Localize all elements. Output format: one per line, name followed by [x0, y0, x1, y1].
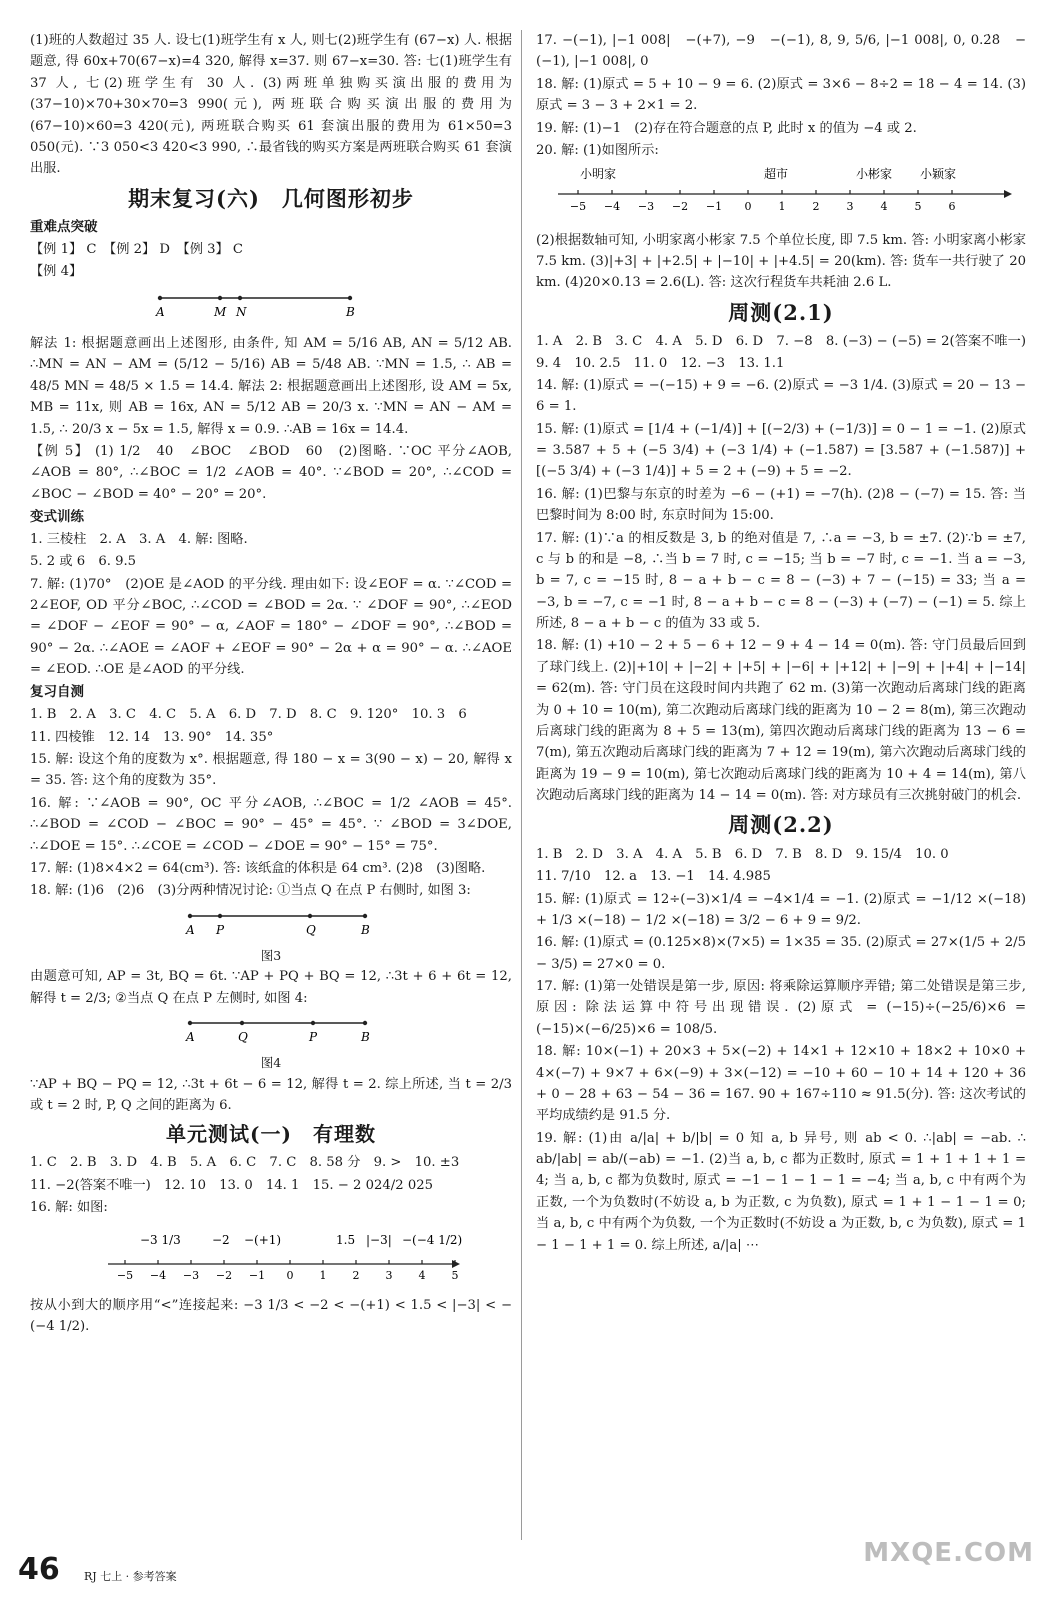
segment-figure-4 — [30, 1014, 512, 1046]
tick-label: −4 — [603, 200, 621, 214]
point-b — [363, 914, 367, 918]
section-title: 单元测试(一) 有理数 — [166, 1122, 376, 1147]
axis-arrow-icon — [1004, 190, 1012, 198]
tick-label: 5 — [914, 200, 922, 214]
answer-paragraph: 15. 解: 设这个角的度数为 x°. 根据题意, 得 180 − x = 3(90 − x) − 20, 解得 x = 35. 答: 这个角的度数为 35°. — [30, 752, 512, 789]
tick-label: −1 — [705, 200, 723, 214]
answer-paragraph: 【例 5】 (1) 1/2 40 ∠BOC ∠BOD 60 (2)图略. ∵OC 平分∠AOB, ∠AOB = 80°, ∴∠BOC = 1/2 ∠AOB = 40°. ∵∠BOD = 20°, ∴∠COD = ∠BOC − ∠BOD = 40° − 20° = 20°. — [30, 443, 512, 502]
point-label: A — [186, 1030, 195, 1045]
answer-line: 16. 解: 如图: — [30, 1200, 108, 1216]
point-label: B — [346, 304, 355, 319]
tick-label: −4 — [149, 1268, 167, 1282]
watermark-logo: MXQE.COM — [863, 1538, 1034, 1568]
point-a — [158, 295, 162, 299]
point-a — [188, 1021, 192, 1025]
answer-paragraph: 17. 解: (1)8×4×2 = 64(cm³). 答: 该纸盒的体积是 64 cm³. (2)8 (3)图略. — [30, 860, 486, 876]
answer-paragraph: 15. 解: (1)原式 = 12÷(−3)×1/4 = −4×1/4 = −1. (2)原式 = −1/12 ×(−18) + 1/3 ×(−18) − 1/2 ×(−18) = 3/2 − 6 + 9 = 9/2. — [536, 891, 1026, 928]
tick-label: −5 — [569, 200, 587, 214]
point-label: |−3| — [366, 1232, 392, 1247]
answer-line: 1. B 2. D 3. A 4. A 5. B 6. D 7. B 8. D 9. 15/4 10. 0 — [536, 846, 949, 862]
answer-paragraph: 18. 解: (1) +10 − 2 + 5 − 6 + 12 − 9 + 4 − 14 = 0(m). 答: 守门员最后回到了球门线上. (2)|+10| + |−2| + |+5| + |−6| + |+12| + |−9| + |+4| + |−14| = 62(m). 答: 守门员在这段时间内共跑了 62 m. (3)第一次跑动后离球门线的距离为 0 + 10 = 10(m), 第二次跑动后离球门线的距离为 10 − 2 = 8(m), 第三次跑动后离球门线的距离为 8 + 5 = 13(m), 第四次跑动后离球门线的距离为 13 − 6 = 7(m), 第五次跑动后离球门线的距离为 7 + 12 = 19(m), 第六次跑动后离球门线的距离为 19 − 9 = 10(m), 第七次跑动后离球门线的距离为 10 + 4 = 14(m), 第八次跑动后离球门线的距离为 14 − 14 = 0(m). 答: 对方球员有三次挑射破门的机会. — [536, 638, 1026, 804]
point-p — [311, 1021, 315, 1025]
answer-paragraph: 由题意可知, AP = 3t, BQ = 6t. ∵AP + PQ + BQ = 12, ∴3t + 6 + 6t = 12, 解得 t = 2/3; ②当点 Q 在点 P 左侧时, 如图 4: — [30, 969, 512, 1006]
answer-paragraph: 18. 解: 10×(−1) + 20×3 + 5×(−2) + 14×1 + 12×10 + 18×2 + 10×0 + 4×(−7) + 9×7 + 6×(−9) + 3×(−12) = −10 + 60 − 10 + 14 + 120 + 36 + 0 − 28 + 63 − 54 − 36 = 167. 90 + 167÷110 ≈ 91.5(分). 答: 这次考试的平均成绩约是 91.5 分. — [536, 1044, 1026, 1124]
point-label: −(−4 1/2) — [402, 1232, 463, 1247]
place-label: 小明家 — [580, 167, 617, 182]
answer-line: 【例 4】 — [30, 264, 83, 280]
footer-tag: RJ 七上 · 参考答案 — [84, 1570, 177, 1583]
subsection-title: 复习自测 — [30, 684, 84, 701]
tick-label: −3 — [637, 200, 655, 214]
point-label: Q — [306, 922, 316, 937]
point-p — [218, 914, 222, 918]
answer-paragraph: 16. 解: ∵∠AOB = 90°, OC 平分∠AOB, ∴∠BOC = 1/2 ∠AOB = 45°. ∴∠BOD = ∠COD − ∠BOC = 90° − 45° = 45°. ∵ ∠BOD = 3∠DOE, ∴∠DOE = 15°. ∴∠COE = ∠COD − ∠DOE = 90° − 15° = 75°. — [30, 795, 512, 854]
answer-line: 1. A 2. B 3. C 4. A 5. D 6. D 7. −8 8. (−3) − (−5) = 2(答案不唯一) 9. 4 10. 2.5 11. 0 12. −3 13. 1.1 — [536, 334, 1040, 371]
subsection-title: 重难点突破 — [30, 219, 98, 236]
point-q — [240, 1021, 244, 1025]
answer-line: 5. 2 或 6 6. 9.5 — [30, 554, 137, 570]
point-label: P — [216, 922, 225, 937]
point-label: −(+1) — [244, 1232, 282, 1247]
point-label: A — [186, 922, 195, 937]
point-m — [218, 295, 222, 299]
section-title: 周测(2.2) — [728, 812, 834, 838]
answer-paragraph: 17. 解: (1)∵a 的相反数是 3, b 的绝对值是 7, ∴a = −3, b = ±7. (2)∵b = ±7, c 与 b 的和是 −8, ∴当 b = 7 时, c = −15; 当 b = −7 时, c = −1. 当 a = −3, b = 7, c = −15 时, 8 − a + b − c = 8 − (−3) + 7 − (−15) = 33; 当 a = −3, b = −7, c = −1 时, 8 − a + b − c = 8 − (−3) + (−7) − (−1) = 5. 综上所述, 8 − a + b − c 的值为 33 或 5. — [536, 530, 1026, 632]
answer-paragraph: 7. 解: (1)70° (2)OE 是∠AOD 的平分线. 理由如下: 设∠EOF = α. ∵∠COD = 2∠EOF, OD 平分∠BOC, ∴∠COD = ∠BOD = 2α. ∵ ∠DOF = 90°, ∴∠EOD = ∠DOF − ∠EOF = 90° − α, ∠AOF = 180° − ∠DOF = 90°, ∴∠BOD = 90° − 2α. ∴∠AOE = ∠AOF + ∠EOF = 90° − 2α + α = 90° − α. ∴∠AOE = ∠EOD. ∴OE 是∠AOD 的平分线. — [30, 576, 512, 678]
tick-label: −1 — [248, 1268, 266, 1282]
answer-line: 【例 1】 C 【例 2】 D 【例 3】 C — [30, 241, 243, 257]
answer-paragraph: 按从小到大的顺序用“<”连接起来: −3 1/3 < −2 < −(+1) < 1.5 < |−3| < −(−4 1/2). — [30, 1297, 512, 1335]
answer-line: 1. C 2. B 3. D 4. B 5. A 6. C 7. C 8. 58 分 9. > 10. ±3 — [30, 1155, 460, 1171]
point-q — [308, 914, 312, 918]
point-label: P — [309, 1030, 318, 1045]
answer-paragraph: 14. 解: (1)原式 = −(−15) + 9 = −6. (2)原式 = −3 1/4. (3)原式 = 20 − 13 − 6 = 1. — [536, 377, 1026, 415]
tick-label: −5 — [116, 1268, 134, 1282]
point-label: A — [156, 304, 165, 319]
tick-label: 4 — [880, 200, 888, 214]
right-column — [536, 30, 1040, 1257]
tick-label: −3 — [182, 1268, 200, 1282]
answer-paragraph: 15. 解: (1)原式 = [1/4 + (−1/4)] + [(−2/3) + (−1/3)] = 0 − 1 = −1. (2)原式 = 3.587 + 5 + (−5 3/4) + (−3 1/4) + (−1.587) = [3.587 + (−1.587)] + [(−5 3/4) + (−3 1/4)] + 5 = 2 + (−9) + 5 = −2. — [536, 421, 1026, 480]
tick-label: 3 — [846, 200, 854, 214]
point-label: −3 1/3 — [140, 1232, 181, 1247]
section-title: 周测(2.1) — [728, 299, 834, 325]
left-column — [30, 30, 512, 1339]
answer-paragraph: ∵AP + BQ − PQ = 12, ∴3t + 6t − 6 = 12, 解得 t = 2. 综上所述, 当 t = 2/3 或 t = 2 时, P, Q 之间的距离为 6. — [30, 1076, 512, 1114]
segment-figure-example4 — [30, 288, 512, 322]
answer-paragraph: (1)班的人数超过 35 人. 设七(1)班学生有 x 人, 则七(2)班学生有 (67−x) 人. 根据题意, 得 60x+70(67−x)=4 320, 解得 x=37. 则 67−x=30. 答: 七(1)班学生有 37 人, 七(2)班学生有 30 人. (3)两班单独购买演出服的费用为(37−10)×70+30×70=3 990(元), 两班联合购买演出服的费用为(67−10)×60=3 420(元), 两班联合购买 61 套演出服的费用为 61×50=3 050(元). ∵3 050<3 420<3 990, ∴最省钱的购买方案是两班联合购买 61 套演出服. — [30, 33, 512, 177]
answer-line: 20. 解: (1)如图所示: — [536, 142, 659, 158]
place-label: 小颖家 — [920, 167, 957, 182]
tick-label: 5 — [451, 1268, 459, 1282]
tick-label: −2 — [671, 200, 689, 214]
point-label: B — [361, 1030, 370, 1045]
figure-caption: 图4 — [260, 1055, 282, 1071]
section-title: 期末复习(六) 几何图形初步 — [128, 185, 414, 211]
column-divider — [521, 30, 522, 1540]
figure-caption: 图3 — [260, 948, 282, 964]
tick-label: 2 — [812, 200, 820, 214]
point-label: 1.5 — [336, 1232, 356, 1247]
point-n — [238, 295, 242, 299]
place-label: 超市 — [764, 167, 789, 182]
tick-label: 0 — [744, 200, 752, 214]
place-label: 小彬家 — [856, 167, 893, 182]
tick-label: −2 — [215, 1268, 233, 1282]
tick-label: 1 — [778, 200, 786, 214]
answer-line: 11. 四棱锥 12. 14 13. 90° 14. 35° — [30, 729, 274, 745]
subsection-title: 变式训练 — [30, 509, 84, 525]
answer-line: 1. 三棱柱 2. A 3. A 4. 解: 图略. — [30, 531, 248, 547]
point-label: B — [361, 922, 370, 937]
answer-paragraph: 17. 解: (1)第一处错误是第一步, 原因: 将乘除运算顺序弄错; 第二处错误是第三步, 原因: 除法运算中符号出现错误. (2)原式 = (−15)÷(−25/6)×6 = (−15)×(−6/25)×6 = 108/5. — [536, 979, 1026, 1037]
point-label: N — [236, 304, 247, 319]
number-line-figure-q20 — [536, 166, 1026, 218]
answer-line: 11. 7/10 12. a 13. −1 14. 4.985 — [536, 869, 771, 885]
tick-group — [117, 1260, 459, 1282]
answer-paragraph: (2)根据数轴可知, 小明家离小彬家 7.5 个单位长度, 即 7.5 km. 答: 小明家离小彬家 7.5 km. (3)|+3| + |+2.5| + |−10| + |+4.5| = 20(km). 答: 货车一共行驶了 20 km. (4)20×0.13 = 2.6(L). 答: 这次行程货车共耗油 2.6 L. — [536, 232, 1026, 291]
answer-line: 19. 解: (1)−1 (2)存在符合题意的点 P, 此时 x 的值为 −4 或 2. — [536, 120, 917, 136]
tick-label: 0 — [286, 1268, 294, 1282]
answer-line: 1. B 2. A 3. C 4. C 5. A 6. D 7. D 8. C 9. 120° 10. 3 6 — [30, 707, 467, 723]
answer-paragraph: 19. 解: (1)由 a/|a| + b/|b| = 0 知 a, b 异号, 则 ab < 0. ∴|ab| = −ab. ∴ ab/|ab| = ab/(−ab) = −1. (2)当 a, b, c 都为正数时, 原式 = 1 + 1 + 1 + 1 = 4; 当 a, b, c 都为负数时, 原式 = −1 − 1 − 1 − 1 = −4; 当 a, b, c 中有两个为正数, 一个为负数时(不妨设 a, b 为正数, c 为负数), 原式 = 1 + 1 − 1 − 1 = 0; 当 a, b, c 中有两个为负数, 一个为正数时(不妨设 a 为正数, b, c 为负数), 原式 = 1 − 1 − 1 + 1 = 0. 综上所述, a/|a| ⋯ — [536, 1130, 1026, 1253]
number-line-figure — [30, 1224, 512, 1284]
answer-paragraph: 18. 解: (1)6 (2)6 (3)分两种情况讨论: ①当点 Q 在点 P 右侧时, 如图 3: — [30, 883, 471, 899]
tick-label: 6 — [948, 200, 956, 214]
answer-paragraph: 17. −(−1), |−1 008| −(+7), −9 −(−1), 8, 9, 5/6, |−1 008|, 0, 0.2̇8̇ −(−1), |−1 008|, 0 — [536, 33, 1026, 70]
point-a — [188, 914, 192, 918]
point-label: Q — [238, 1030, 248, 1045]
axis-arrow-icon — [452, 1260, 460, 1268]
point-b — [348, 295, 352, 299]
point-label: −2 — [212, 1232, 230, 1247]
answer-paragraph: 18. 解: (1)原式 = 5 + 10 − 9 = 6. (2)原式 = 3×6 − 8÷2 = 18 − 4 = 14. (3)原式 = 3 − 3 + 2×1 = 2. — [536, 76, 1026, 114]
answer-paragraph: 16. 解: (1)原式 = (0.125×8)×(7×5) = 1×35 = 35. (2)原式 = 27×(1/5 + 2/5 − 3/5) = 27×0 = 0. — [536, 935, 1026, 972]
answer-paragraph: 16. 解: (1)巴黎与东京的时差为 −6 − (+1) = −7(h). (2)8 − (−7) = 15. 答: 当巴黎时间为 8:00 时, 东京时间为 15:00. — [536, 486, 1026, 524]
tick-label: 2 — [352, 1268, 360, 1282]
tick-label: 1 — [319, 1268, 327, 1282]
answer-paragraph: 解法 1: 根据题意画出上述图形, 由条件, 知 AM = 5/16 AB, AN = 5/12 AB. ∴MN = AN − AM = (5/12 − 5/16) AB = 5/48 AB. ∵MN = 1.5, ∴ AB = 48/5 MN = 48/5 × 1.5 = 14.4. 解法 2: 根据题意画出上述图形, 设 AM = 5x, MB = 11x, 则 AB = 16x, AN = 5/12 AB = 20/3 x. ∵MN = AN − AM = 1.5, ∴ 20/3 x − 5x = 1.5, 解得 x = 0.9. ∴AB = 16x = 14.4. — [30, 336, 512, 437]
segment-figure-3 — [30, 907, 512, 939]
point-label: M — [214, 304, 227, 319]
tick-label: 4 — [418, 1268, 426, 1282]
page-number: 46 — [18, 1552, 60, 1587]
tick-label: 3 — [385, 1268, 393, 1282]
answer-line: 11. −2(答案不唯一) 12. 10 13. 0 14. 1 15. − 2 024/2 025 — [30, 1177, 433, 1193]
point-b — [363, 1021, 367, 1025]
